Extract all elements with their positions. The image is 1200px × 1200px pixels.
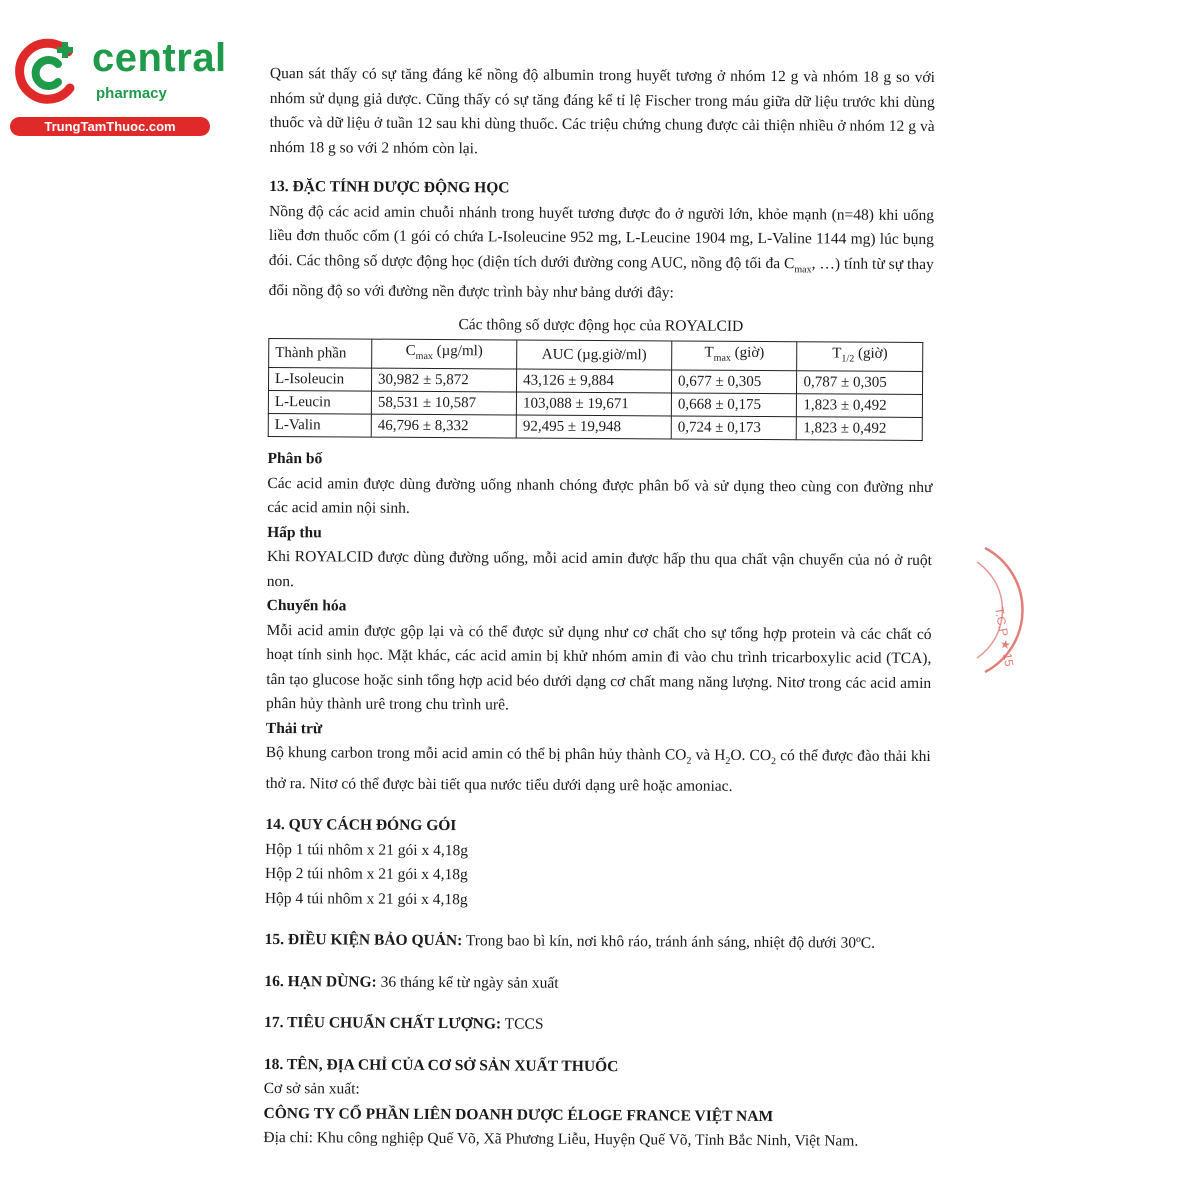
svg-text:T.C.P ★ 15: T.C.P ★ 15 (992, 606, 1017, 668)
metabolism-paragraph: Mỗi acid amin được gộp lại và có thể được sử dụng như cơ chất cho sự tổng hợp protein và các chất có hoạt tính sinh học. Mặt khác, các acid amin bị khử nhóm amin đi vào chu trình tricarboxylic acid (TCA), tân tạo glucose hoặc sinh tổng hợp acid béo dưới dạng cơ chất mang năng lượng. Nitơ trong các acid amin phân hủy thành urê trong chu trình urê. (266, 621, 932, 714)
section-17-text: TCCS (501, 1015, 544, 1033)
table-cell: 0,787 ± 0,305 (797, 371, 923, 395)
header-cell: $T_{max}$ (giờ) (672, 341, 798, 371)
table-cell: 103,088 ± 19,671 (516, 392, 671, 416)
table-cell: 0,677 ± 0,305 (671, 370, 797, 394)
section-16-text: 36 tháng kể từ ngày sản xuất (376, 973, 559, 992)
absorption-heading: Hấp thu (267, 523, 322, 541)
section-15 (265, 928, 930, 957)
header-cell: $T_{1/2}$ (giờ) (797, 342, 923, 372)
section-17 (264, 1011, 929, 1040)
header-cell: $C_{max}$ (µg/ml) (372, 339, 517, 369)
table-cell: L-Valin (268, 414, 371, 438)
distribution-heading: Phân bố (267, 450, 323, 468)
packaging-item: Hộp 2 túi nhôm x 21 gói x 4,18g (264, 865, 468, 884)
manufacturer-label: Cơ sở sản xuất: (263, 1080, 360, 1098)
packaging-item: Hộp 4 túi nhôm x 21 gói x 4,18g (264, 889, 468, 908)
absorption-paragraph: Khi ROYALCID được dùng đường uống, mỗi acid amin được hấp thu qua chất vận chuyển của nó ở ruột non. (266, 548, 933, 590)
section-16 (264, 970, 929, 999)
header-cell: AUC (µg.giờ/ml) (517, 340, 672, 370)
table-cell: 0,668 ± 0,175 (671, 393, 797, 417)
table-cell: 30,982 ± 5,872 (371, 368, 516, 392)
table-cell: L-Isoleucin (268, 368, 371, 392)
packaging-item: Hộp 1 túi nhôm x 21 gói x 4,18g (265, 840, 469, 859)
manufacturer-address: Địa chỉ: Khu công nghiệp Quế Võ, Xã Phương Liễu, Huyện Quế Võ, Tỉnh Bắc Ninh, Việt Nam. (263, 1129, 859, 1150)
distribution-paragraph: Các acid amin được dùng đường uống nhanh chóng được phân bố và sử dụng theo cùng con đường như các acid amin nội sinh. (267, 474, 933, 517)
section-15-text: Trong bao bì kín, nơi khô ráo, tránh ánh sáng, nhiệt độ dưới 30ºC. (462, 932, 876, 952)
section-17-title: 17. TIÊU CHUẨN CHẤT LƯỢNG: (264, 1014, 502, 1033)
table-cell: 92,495 ± 19,948 (516, 415, 671, 439)
table-cell: 0,724 ± 0,173 (671, 416, 797, 440)
logo-banner: TrungTamThuoc.com (10, 117, 210, 136)
document-body (263, 62, 935, 1155)
manufacturer-name: CÔNG TY CỔ PHẦN LIÊN DOANH DƯỢC ÉLOGE FRANCE VIỆT NAM (263, 1104, 774, 1125)
section-14-title: 14. QUY CÁCH ĐÓNG GÓI (265, 816, 457, 835)
section-16-title: 16. HẠN DÙNG: (264, 972, 377, 991)
table-cell: 43,126 ± 9,884 (517, 369, 672, 393)
table-cell: 58,531 ± 10,587 (371, 391, 516, 415)
logo-name: central (92, 36, 227, 80)
table-cell: 1,823 ± 0,492 (797, 417, 923, 441)
header-cell: Thành phần (269, 339, 372, 369)
section-15-title: 15. ĐIỀU KIỆN BẢO QUẢN: (264, 931, 463, 950)
elimination-paragraph: Bộ khung carbon trong mỗi acid amin có thể bị phân hủy thành $CO_2$ và $H_2O$. $CO_2$ có thể được đào thải khi thở ra. Nitơ có thể được bài tiết qua nước tiểu dưới dạng urê hoặc amoniac. (265, 744, 931, 795)
brand-logo (10, 36, 227, 136)
table-header-row (269, 339, 923, 372)
central-pharmacy-logo-icon (10, 36, 82, 108)
section-18-title: 18. TÊN, ĐỊA CHỈ CỦA CƠ SỞ SẢN XUẤT THUỐC (263, 1055, 619, 1075)
table-cell: 46,796 ± 8,332 (371, 414, 516, 438)
table-cell: 1,823 ± 0,492 (797, 394, 923, 418)
table-row (268, 414, 922, 441)
pharmacokinetics-table (268, 338, 924, 441)
table-cell: L-Leucin (268, 391, 371, 415)
company-seal-stamp (955, 540, 1045, 680)
intro-paragraph: Quan sát thấy có sự tăng đáng kể nồng độ albumin trong huyết tương ở nhóm 12 g và nhóm 18 g so với nhóm sử dụng giả dược. Cũng thấy có sự tăng đáng kể tỉ lệ Fischer trong máu giữa dữ liệu trước khi dùng thuốc và dữ liệu ở tuần 12 sau khi dùng thuốc. Các triệu chứng chung được cải thiện nhiều ở nhóm 12 g và nhóm 18 g so với 2 nhóm còn lại. (269, 64, 935, 157)
elimination-heading: Thải trừ (265, 719, 323, 737)
table-caption: Các thông số dược động học của ROYALCID (458, 315, 744, 335)
section-13-title: 13. ĐẶC TÍNH DƯỢC ĐỘNG HỌC (269, 177, 510, 197)
metabolism-heading: Chuyển hóa (266, 597, 347, 615)
section-13-paragraph: Nồng độ các acid amin chuỗi nhánh trong huyết tương được đo ở người lớn, khỏe mạnh (n=48) khi uống liều đơn thuốc cốm (1 gói có chứa L-Isoleucine 952 mg, L-Leucine 1904 mg, L-Valine 1144 mg) lúc bụng đói. Các thông số dược động học (diện tích dưới đường cong AUC, nồng độ tối đa $C_{max}$, …) tính từ sự thay đổi nồng độ so với đường nền được trình bày như bảng dưới đây: (268, 202, 935, 302)
logo-subtitle: pharmacy (96, 85, 167, 102)
